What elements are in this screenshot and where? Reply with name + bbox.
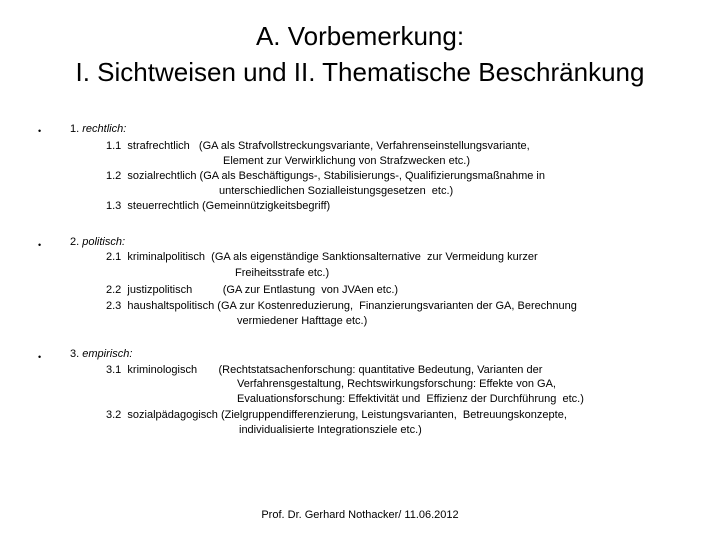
section-heading-rechtlich (70, 122, 126, 137)
list-item-continuation: unterschiedlichen Sozialleistungsgesetzen etc.) (219, 185, 454, 197)
bullet-icon: • (38, 352, 42, 362)
list-item-continuation: Evaluationsforschung: Effektivität und Effizienz der Durchführung etc.) (237, 393, 584, 405)
section-title: politisch: (82, 236, 126, 248)
section-heading-empirisch (70, 347, 132, 362)
section-number: 2. (70, 236, 80, 248)
slide-footer: Prof. Dr. Gerhard Nothacker/ 11.06.2012 (261, 509, 459, 521)
section-heading-politisch (70, 235, 125, 250)
list-item: 2.2 justizpolitisch (GA zur Entlastung von JVAen etc.) (106, 284, 399, 296)
list-item-continuation: Verfahrensgestaltung, Rechtswirkungsforschung: Effekte von GA, (237, 378, 556, 390)
list-item-continuation: individualisierte Integrationsziele etc.) (239, 424, 422, 436)
section-title: rechtlich: (82, 123, 127, 135)
section-title: empirisch: (82, 348, 133, 360)
list-item-continuation: Element zur Verwirklichung von Strafzwecken etc.) (223, 155, 470, 167)
list-item: 2.3 haushaltspolitisch (GA zur Kostenreduzierung, Finanzierungsvarianten der GA, Berechnung (106, 300, 577, 312)
list-item: 1.2 sozialrechtlich (GA als Beschäftigungs-, Stabilisierungs-, Qualifizierungsmaßnahme in (106, 170, 545, 182)
list-item: 1.3 steuerrechtlich (Gemeinnützigkeitsbegriff) (106, 200, 331, 212)
slide-title-line-1: A. Vorbemerkung: (255, 21, 465, 51)
slide-title-line-2: I. Sichtweisen und II. Thematische Beschränkung (75, 57, 645, 87)
bullet-icon: • (38, 126, 42, 136)
list-item: 1.1 strafrechtlich (GA als Strafvollstreckungsvariante, Verfahrenseinstellungsvariante, (106, 140, 530, 152)
list-item-continuation: Freiheitsstrafe etc.) (235, 267, 330, 279)
bullet-icon: • (38, 240, 42, 250)
list-item-continuation: vermiedener Hafttage etc.) (237, 315, 368, 327)
list-item: 3.1 kriminologisch (Rechtstatsachenforschung: quantitative Bedeutung, Varianten der (106, 364, 543, 376)
section-number: 3. (70, 348, 80, 360)
list-item: 2.1 kriminalpolitisch (GA als eigenständige Sanktionsalternative zur Vermeidung kurzer (106, 251, 538, 263)
list-item: 3.2 sozialpädagogisch (Zielgruppendifferenzierung, Leistungsvarianten, Betreuungskonzepte, (106, 409, 567, 421)
section-number: 1. (70, 123, 80, 135)
